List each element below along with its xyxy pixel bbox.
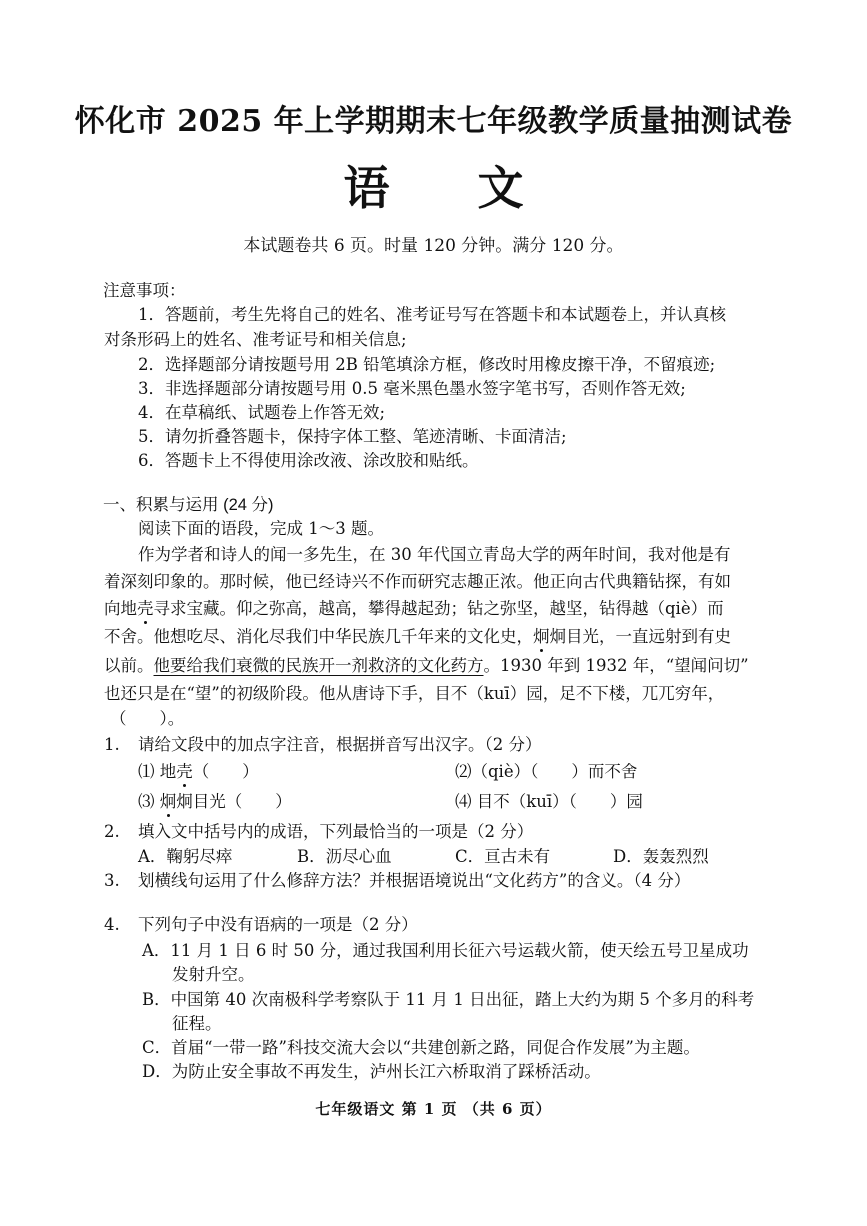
note-item: 1．答题前，考生先将自己的姓名、准考证号写在答题卡和本试题卷上，并认真核 [138,305,726,324]
notes-heading: 注意事项： [103,282,186,300]
page-footer: 七年级语文 第 1 页 （共 6 页） [315,1100,552,1118]
option-b: B．中国第 40 次南极科学考察队于 11 月 1 日出征，踏上大约为期 5 个多月的科考 [142,990,755,1009]
question-stem: 划横线句运用了什么修辞方法？并根据语境说出“文化药方”的含义。（4 分） [138,871,691,890]
note-item: 5．请勿折叠答题卡，保持字体工整、笔迹清晰、卡面清洁; [138,427,567,446]
option-c: C．亘古未有 [455,847,551,866]
option-a-cont: 发射升空。 [172,965,255,984]
note-item: 6．答题卡上不得使用涂改液、涂改胶和贴纸。 [138,451,479,470]
q1-item [138,764,259,781]
question-stem: 请给文段中的加点字注音，根据拼音写出汉字。（2 分） [138,735,542,754]
question-number: 2. [104,822,120,841]
q1-label: ⑴ 地 [138,762,177,781]
note-item: 3．非选择题部分请按题号用 0.5 毫米黑色墨水签字笔书写，否则作答无效; [138,379,686,398]
question-stem: 下列句子中没有语病的一项是（2 分） [138,915,418,934]
passage-line: 也还只是在“望”的初级阶段。他从唐诗下手，目不（kuī）园，足不下楼，兀兀穷年， [104,684,725,703]
passage-line [104,629,731,646]
passage-line: 作为学者和诗人的闻一多先生，在 30 年代国立青岛大学的两年时间，我对他是有 [138,545,731,564]
subject-text: 语 文 [343,161,560,215]
exam-title: 怀化市 2025 年上学期期末七年级教学质量抽测试卷 [74,104,793,139]
option-a: A．鞠躬尽瘁 [138,847,233,866]
passage-blank: （ ）。 [110,709,185,728]
passage-text: 寻求宝藏。仰之弥高，越高，攀得越起劲；钻之弥坚，越坚，钻得越（qiè）而 [153,599,724,618]
q1-label: ⑶ [138,792,160,811]
dotted-char: 壳 [137,599,154,618]
underlined-sentence: 他要给我们衰微的民族开一剂救济的文化药方 [153,656,484,675]
option-c: C．首届“一带一路”科技交流大会以“共建创新之路，同促合作发展”为主题。 [142,1038,700,1057]
question-stem: 填入文中括号内的成语，下列最恰当的一项是（2 分） [138,822,534,841]
subject-title [0,152,867,218]
answer-blank: 炯目光（ ） [176,792,292,811]
passage-line: 着深刻印象的。那时候，他已经诗兴不作而研究志趣正浓。他正向古代典籍钻探，有如 [104,572,731,591]
q1-item: ⑷ 目不（kuī）（ ）园 [455,792,643,811]
option-b: B．沥尽心血 [297,847,392,866]
option-d: D．为防止安全事故不再发生，泸州长江六桥取消了踩桥活动。 [142,1062,601,1081]
q1-item [138,794,292,811]
passage-text: 向地 [104,599,137,618]
note-item: 对条形码上的姓名、准考证号和相关信息; [104,330,407,349]
passage-text: 炯目光，一直远射到有史 [549,627,731,646]
question-number: 3. [104,871,120,890]
passage-line [104,601,724,618]
reading-instruction: 阅读下面的语段，完成 1～3 题。 [138,519,384,538]
question-number: 1. [104,735,120,754]
note-item: 4．在草稿纸、试题卷上作答无效; [138,403,386,422]
passage-text: 不舍。他想吃尽、消化尽我们中华民族几千年来的文化史， [104,627,533,646]
passage-text: 以前。 [104,656,154,675]
option-d: D．轰轰烈烈 [613,847,709,866]
answer-blank: （ ） [192,762,259,781]
option-a: A．11 月 1 日 6 时 50 分，通过我国利用长征六号运载火箭，使天绘五号卫星成功 [142,941,749,960]
exam-info: 本试题卷共 6 页。时量 120 分钟。满分 120 分。 [243,236,624,256]
passage-line [104,658,749,675]
passage-text: 。1930 年到 1932 年，“望闻问切” [483,656,749,675]
dotted-char: 炯 [533,627,550,646]
question-number: 4. [104,915,120,934]
note-item: 2．选择题部分请按题号用 2B 铅笔填涂方框，修改时用橡皮擦干净，不留痕迹; [138,355,716,374]
q1-item: ⑵（qiè）（ ）而不舍 [455,762,638,781]
dotted-char: 炯 [159,792,177,811]
dotted-char: 壳 [176,762,193,781]
option-b-cont: 征程。 [172,1014,222,1033]
section-heading: 一、积累与运用 (24 分) [103,496,274,514]
